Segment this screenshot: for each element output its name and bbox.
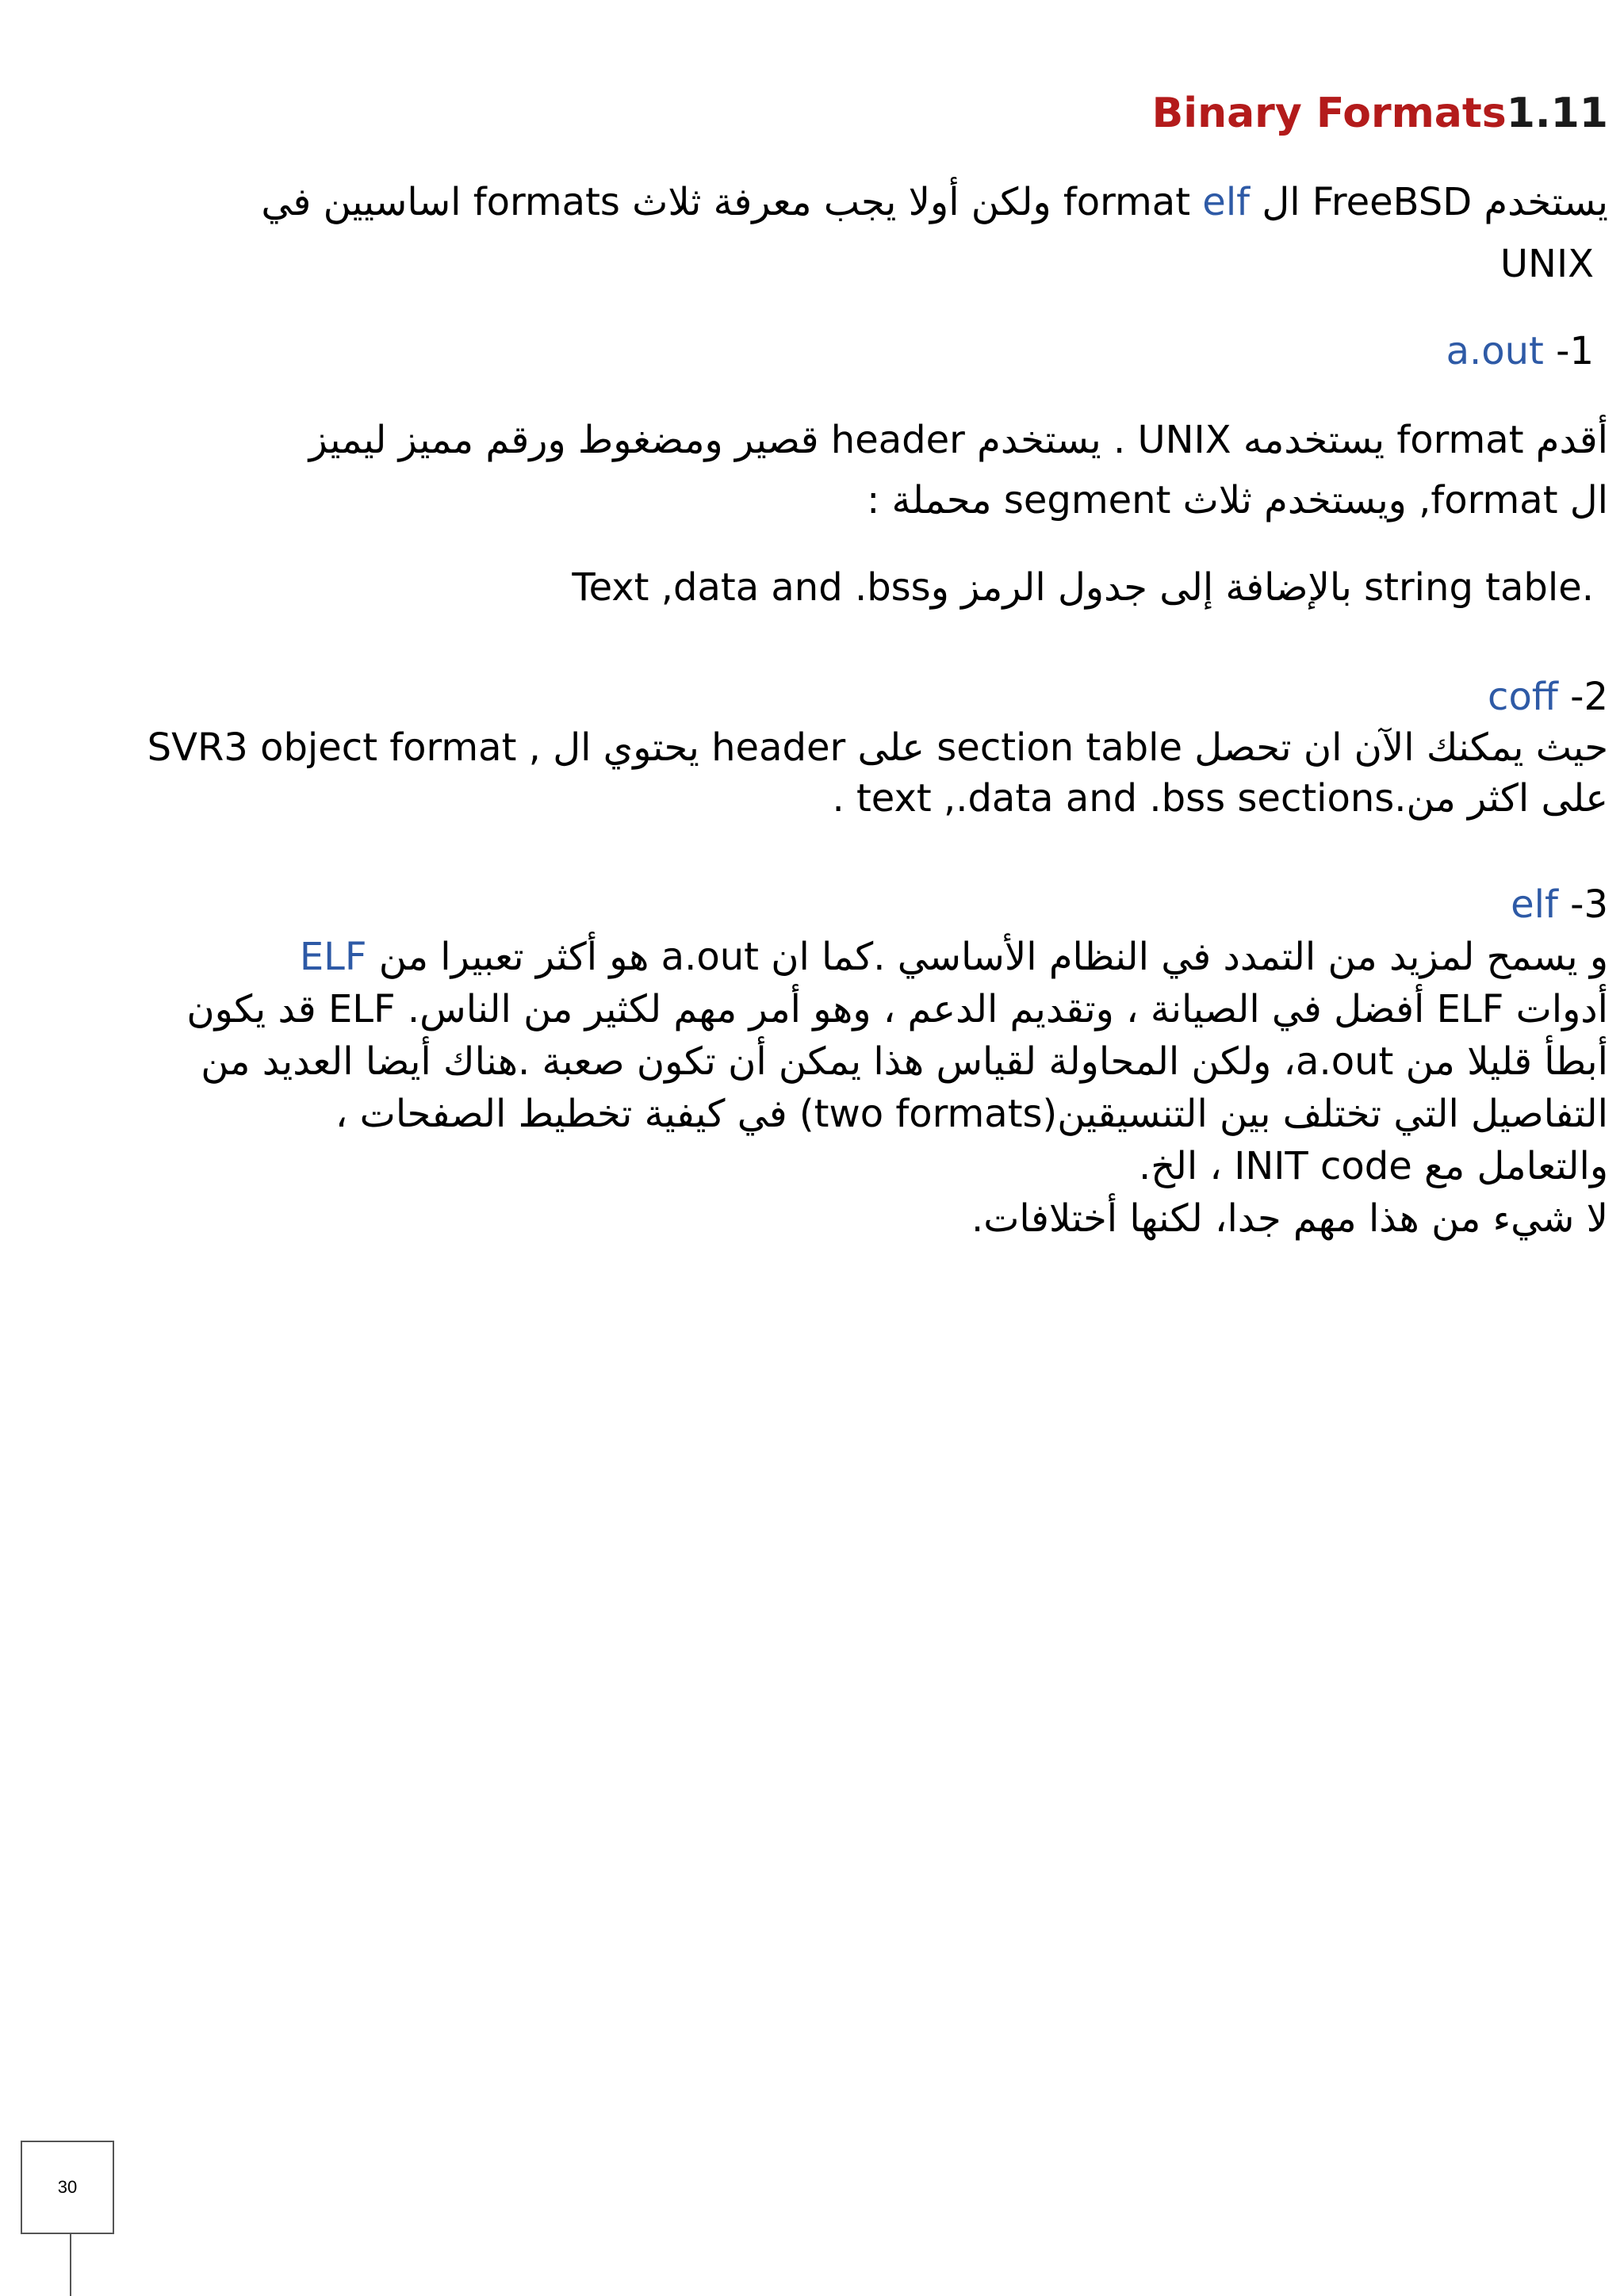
section3-line-2: أدوات ELF أفضل في الصيانة ، وتقديم الدعم ، وهو أمر مهم لكثير من الناس. ELF قد يكون: [186, 987, 1608, 1031]
section3-line-1: ELF هو أكثر تعبيرا من a.out و يسمح لمزيد من التمدد في النظام الأساسي .كما ان: [299, 935, 1608, 979]
section2-line-1: SVR3 object format , يحتوي ال header على section table حيث يمكنك الآن ان تحصل: [147, 725, 1608, 770]
section3-label: [1511, 878, 1608, 931]
intro-line-2: UNIX: [1500, 242, 1594, 286]
section1-name: a.out: [1446, 329, 1544, 373]
section3-line-6: لا شيء من هذا مهم جدا، لكنها أختلافات.: [971, 1196, 1608, 1241]
section2-line-2: على اكثر من.text ,.data and .bss sections .: [832, 776, 1608, 821]
section1-line-2: ال format, ويستخدم ثلاث segment محملة :: [867, 478, 1608, 522]
page-number: 30: [57, 2177, 78, 2197]
section3-line-3: أبطأ قليلا من a.out، ولكن المحاولة لقياس هذا يمكن أن تكون صعبة .هناك أيضا العديد من: [201, 1039, 1608, 1084]
section3-number: -3: [1570, 882, 1608, 927]
page-number-box: [21, 2141, 114, 2234]
section1-line-1: أقدم format يستخدمه UNIX . يستخدم header قصير ومضغوط ورقم مميز ليميز: [308, 418, 1608, 462]
section2-label: [1488, 671, 1608, 723]
intro-line-1: يستخدم FreeBSD ال format elf ولكن أولا يجب معرفة ثلاث formats اساسيين في: [261, 180, 1608, 224]
heading-title: Binary Formats: [1151, 90, 1507, 137]
page-number-connector-line: [70, 2234, 71, 2296]
section2-number: -2: [1570, 675, 1608, 719]
elf-link-text: elf: [1202, 180, 1251, 224]
section2-name: coff: [1488, 675, 1558, 719]
section3-name: elf: [1511, 882, 1558, 927]
heading-number: 1.11: [1506, 90, 1608, 137]
section1-line-3: Text ,data and .bssبالإضافة إلى جدول الرمز و string table.: [572, 565, 1594, 610]
section1-number: -1: [1556, 329, 1594, 373]
section3-line-4: التفاصيل التي تختلف بين التنسيقين(two formats) في كيفية تخطيط الصفحات ،: [335, 1092, 1608, 1136]
elf-term: ELF: [299, 935, 367, 979]
section-heading: [1152, 87, 1608, 140]
section1-label: [1446, 325, 1594, 377]
section3-line-5: والتعامل مع INIT code ، الخ.: [1138, 1144, 1608, 1188]
